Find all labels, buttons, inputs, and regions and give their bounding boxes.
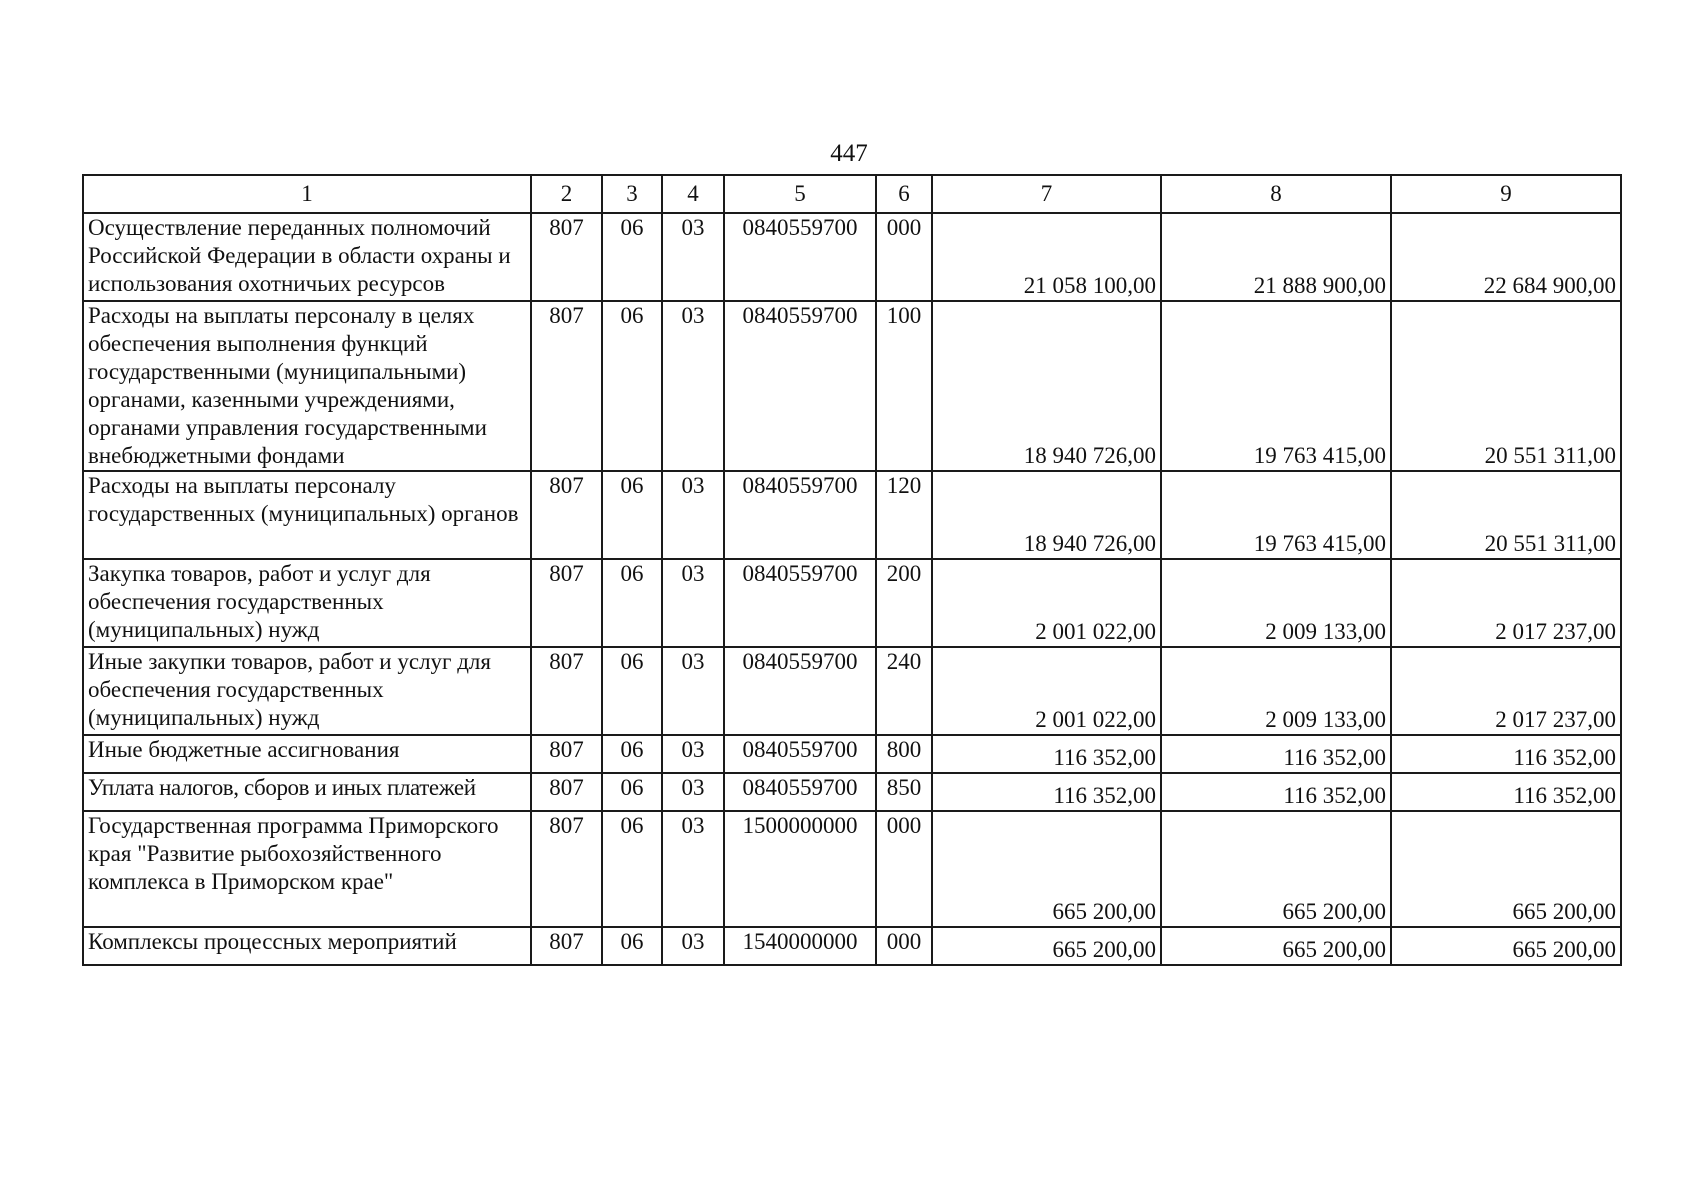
row-code-4: 03 (662, 927, 724, 965)
row-name: Иные бюджетные ассигнования (83, 735, 531, 773)
row-amount-7: 665 200,00 (932, 927, 1161, 965)
table-row (83, 735, 1621, 773)
row-code-2: 807 (531, 773, 602, 811)
row-amount-9: 665 200,00 (1391, 811, 1621, 927)
row-amount-8: 116 352,00 (1161, 735, 1391, 773)
row-amount-9: 20 551 311,00 (1391, 471, 1621, 559)
row-code-2: 807 (531, 471, 602, 559)
page-number: 447 (830, 140, 868, 167)
table-row (83, 559, 1621, 647)
row-amount-7: 21 058 100,00 (932, 213, 1161, 301)
row-amount-8: 19 763 415,00 (1161, 471, 1391, 559)
row-name: Расходы на выплаты персоналу государственных (муниципальных) органов (83, 471, 531, 559)
row-amount-7: 116 352,00 (932, 735, 1161, 773)
row-amount-8: 2 009 133,00 (1161, 559, 1391, 647)
row-code-2: 807 (531, 927, 602, 965)
row-code-5: 0840559700 (724, 647, 876, 735)
row-code-4: 03 (662, 301, 724, 471)
row-amount-9: 665 200,00 (1391, 927, 1621, 965)
table-row (83, 471, 1621, 559)
row-amount-9: 2 017 237,00 (1391, 647, 1621, 735)
row-code-3: 06 (602, 559, 662, 647)
row-amount-8: 19 763 415,00 (1161, 301, 1391, 471)
row-code-2: 807 (531, 559, 602, 647)
header-cell-4: 4 (662, 175, 724, 213)
budget-table (82, 174, 1622, 966)
table-row (83, 927, 1621, 965)
row-code-6: 000 (876, 213, 932, 301)
row-amount-9: 116 352,00 (1391, 773, 1621, 811)
table-body (83, 175, 1621, 965)
header-cell-9: 9 (1391, 175, 1621, 213)
row-code-4: 03 (662, 647, 724, 735)
row-code-5: 0840559700 (724, 735, 876, 773)
row-name: Расходы на выплаты персоналу в целях обеспечения выполнения функций государственными (муниципальными) органами, казенными учреждениями, органами управления государственными внебюджетными фондами (83, 301, 531, 471)
row-amount-7: 2 001 022,00 (932, 647, 1161, 735)
row-code-5: 0840559700 (724, 301, 876, 471)
row-code-3: 06 (602, 471, 662, 559)
table-row (83, 647, 1621, 735)
row-name: Комплексы процессных мероприятий (83, 927, 531, 965)
row-amount-9: 22 684 900,00 (1391, 213, 1621, 301)
row-code-5: 0840559700 (724, 471, 876, 559)
row-code-5: 1500000000 (724, 811, 876, 927)
row-amount-9: 2 017 237,00 (1391, 559, 1621, 647)
row-amount-7: 18 940 726,00 (932, 471, 1161, 559)
table-header-row (83, 175, 1621, 213)
row-name: Государственная программа Приморского края "Развитие рыбохозяйственного комплекса в Приморском крае" (83, 811, 531, 927)
row-amount-9: 20 551 311,00 (1391, 301, 1621, 471)
row-code-4: 03 (662, 773, 724, 811)
row-code-3: 06 (602, 301, 662, 471)
row-amount-7: 18 940 726,00 (932, 301, 1161, 471)
row-code-5: 0840559700 (724, 559, 876, 647)
row-code-3: 06 (602, 647, 662, 735)
header-cell-8: 8 (1161, 175, 1391, 213)
row-code-6: 100 (876, 301, 932, 471)
table-row (83, 213, 1621, 301)
row-code-6: 000 (876, 811, 932, 927)
row-code-6: 120 (876, 471, 932, 559)
header-cell-2: 2 (531, 175, 602, 213)
row-code-4: 03 (662, 471, 724, 559)
row-code-3: 06 (602, 213, 662, 301)
row-name: Осуществление переданных полномочий Российской Федерации в области охраны и использования охотничьих ресурсов (83, 213, 531, 301)
row-code-6: 850 (876, 773, 932, 811)
header-cell-6: 6 (876, 175, 932, 213)
row-name: Иные закупки товаров, работ и услуг для обеспечения государственных (муниципальных) нужд (83, 647, 531, 735)
row-amount-7: 116 352,00 (932, 773, 1161, 811)
row-amount-8: 665 200,00 (1161, 811, 1391, 927)
header-cell-7: 7 (932, 175, 1161, 213)
row-amount-8: 665 200,00 (1161, 927, 1391, 965)
header-cell-1: 1 (83, 175, 531, 213)
header-cell-5: 5 (724, 175, 876, 213)
row-code-3: 06 (602, 735, 662, 773)
row-code-2: 807 (531, 213, 602, 301)
table-row (83, 811, 1621, 927)
row-amount-8: 21 888 900,00 (1161, 213, 1391, 301)
row-amount-8: 2 009 133,00 (1161, 647, 1391, 735)
row-code-6: 240 (876, 647, 932, 735)
row-code-6: 200 (876, 559, 932, 647)
row-code-4: 03 (662, 735, 724, 773)
row-code-4: 03 (662, 559, 724, 647)
row-code-5: 0840559700 (724, 773, 876, 811)
row-code-2: 807 (531, 301, 602, 471)
row-name: Закупка товаров, работ и услуг для обеспечения государственных (муниципальных) нужд (83, 559, 531, 647)
row-amount-7: 2 001 022,00 (932, 559, 1161, 647)
row-code-3: 06 (602, 927, 662, 965)
row-code-2: 807 (531, 647, 602, 735)
row-code-5: 1540000000 (724, 927, 876, 965)
row-amount-7: 665 200,00 (932, 811, 1161, 927)
row-name: Уплата налогов, сборов и иных платежей (83, 773, 531, 811)
table-row (83, 773, 1621, 811)
row-amount-9: 116 352,00 (1391, 735, 1621, 773)
row-code-4: 03 (662, 811, 724, 927)
row-code-3: 06 (602, 811, 662, 927)
table-row (83, 301, 1621, 471)
row-code-5: 0840559700 (724, 213, 876, 301)
row-code-6: 800 (876, 735, 932, 773)
header-cell-3: 3 (602, 175, 662, 213)
row-amount-8: 116 352,00 (1161, 773, 1391, 811)
row-code-2: 807 (531, 735, 602, 773)
row-code-6: 000 (876, 927, 932, 965)
row-code-2: 807 (531, 811, 602, 927)
row-code-4: 03 (662, 213, 724, 301)
row-code-3: 06 (602, 773, 662, 811)
